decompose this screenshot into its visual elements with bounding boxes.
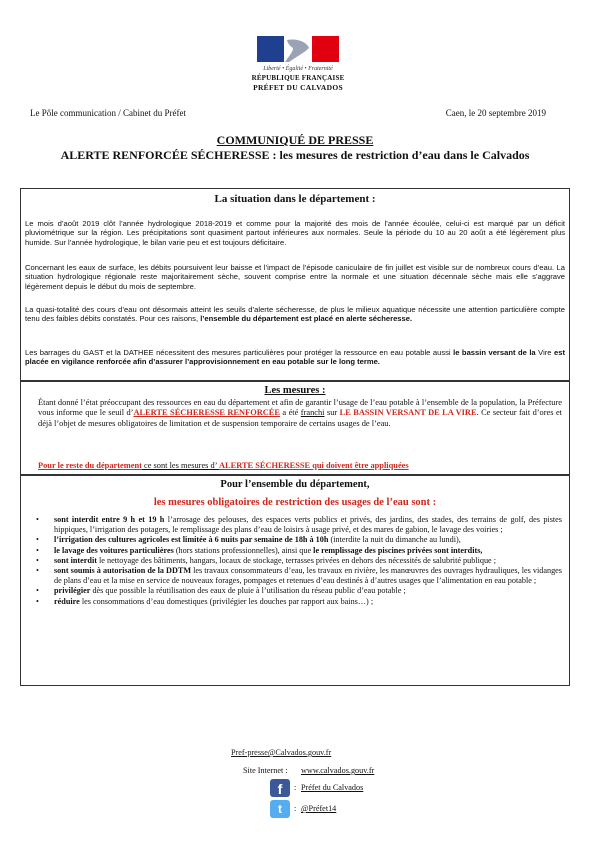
mesures-heading: Les mesures : [264, 385, 326, 396]
marianne-logo [257, 36, 339, 62]
motto: Liberté • Égalité • Fraternité [263, 66, 333, 72]
restrictions-heading: les mesures obligatoires de restriction des usages de l’eau sont : [153, 497, 437, 508]
sender: Le Pôle communication / Cabinet du Préfet [30, 108, 186, 118]
list-item: • l’irrigation des cultures agricoles est limitée à 6 nuits par semaine de 18h à 10h (interdite la nuit du dimanche au lundi), [36, 535, 461, 545]
website-link[interactable]: www.calvados.gouv.fr [301, 766, 375, 775]
list-item: • le lavage des voitures particulières (hors stations professionnelles), ainsi que le remplissage des piscines privées sont interdits, [36, 545, 483, 555]
list-item: • sont interdit le nettoyage des bâtiments, hangars, locaux de stockage, terrasses privées en dehors des nécessités de salubrité publique ; [36, 555, 496, 565]
twitter-link[interactable]: @Préfet14 [301, 804, 337, 813]
list-item: • privilégier dès que possible la réutilisation des eaux de pluie à l’utilisation du réseau public d’eau potable ; [36, 586, 406, 596]
bullet: • [36, 555, 39, 565]
press-release-subtitle: ALERTE RENFORCÉE SÉCHERESSE : les mesures de restriction d’eau dans le Calvados [60, 148, 530, 162]
bullet: • [36, 515, 39, 524]
department-heading: Pour l’ensemble du département, [220, 479, 370, 490]
republic-label: RÉPUBLIQUE FRANÇAISE [251, 74, 345, 82]
rest-of-department-note: Pour le reste du département ce sont les mesures d’ ALERTE SÉCHERESSE qui doivent être appliquées [38, 461, 409, 470]
facebook-colon: : [294, 783, 297, 792]
list-item: • sont interdit entre 9 h et 19 h l’arrosage des pelouses, des espaces verts publics et privés, des jardins, des stades, des terrains de golf, des pistes hippiques, l’irrigation des potagers, le remplissage des plans d’eau de loisirs à usage privé, et des mares de gabion, le lavage des voiries ; [36, 515, 562, 535]
site-label: Site Internet : [243, 766, 288, 775]
facebook-link[interactable]: Préfet du Calvados [301, 783, 364, 792]
bullet: • [36, 545, 39, 555]
situation-paragraph-1: Le mois d’août 2019 clôt l’année hydrologique 2018-2019 et comme pour la majorité des mois de l’année écoulée, celui-ci est marqué par un déficit pluviométrique sur la région. Les précipitations sont quasiment partout inférieures aux normales. Seule la période du 10 au 20 août a été légèrement plus humide. Sur l’année hydrologique, le bilan varie peu et est toujours déficitaire. [25, 219, 565, 247]
bullet: • [36, 596, 39, 606]
mesures-text: Étant donné l’état préoccupant des ressources en eau du département et afin de garantir l’usage de l’eau potable à l’ensemble de la population, la Préfecture vous informe que le seuil d’ALERTE SÉCHERESSE RENFORCÉE a été franchi sur LE BASSIN VERSANT DE LA VIRE. Ce secteur fait d’ores et déjà l’objet de mesures obligatoires de limitation et de suspension temporaire de certains usages de l’eau. [38, 398, 562, 428]
twitter-colon: : [294, 804, 297, 813]
press-release-title: COMMUNIQUÉ DE PRESSE [216, 133, 374, 147]
list-item: • réduire les consommations d’eau domestiques (privilégier les douches par rapport aux bains…) ; [36, 596, 374, 606]
press-email-link[interactable]: Pref-presse@Calvados.gouv.fr [231, 748, 332, 757]
situation-paragraph-4: Les barrages du GAST et la DATHEE nécessitent des mesures particulières pour protéger la ressource en eau potable aussi le bassin versant de la Vire est placée en vigilance renforcée afin d’assurer l’approvisionnement en eau potable sur le long terme. [25, 348, 565, 367]
list-item: • sont soumis à autorisation de la DDTM les travaux consommateurs d’eau, les travaux en rivière, les manœuvres des ouvrages hydrauliques, les vidanges de plans d’eau et la mise en service de nouveaux forages, pompages et retenues d’eau destinés à d’autres usages que l’alimentation en eau potable ; [36, 566, 562, 586]
twitter-icon[interactable]: t [270, 800, 290, 818]
bullet: • [36, 566, 39, 576]
place-date: Caen, le 20 septembre 2019 [445, 108, 546, 118]
facebook-icon[interactable]: f [270, 779, 290, 797]
bullet: • [36, 535, 39, 545]
situation-paragraph-2: Concernant les eaux de surface, les débits poursuivent leur baisse et l’impact de l’épisode caniculaire de fin juillet est visible sur de nombreux cours d’eau. La situation hydrologique régionale reste majoritairement sèche, souvent comprise entre la normale et une situation décennale sèche mais elle s’aggrave légèrement depuis le début du mois de septembre. [25, 263, 565, 291]
bullet: • [36, 586, 39, 596]
situation-heading: La situation dans le département : [214, 193, 376, 205]
restrictions-list [30, 515, 562, 607]
situation-paragraph-3: La quasi-totalité des cours d’eau ont désormais atteint les seuils d’alerte sécheresse, de plus le milieux aquatique nécessite une attention particulière compte tenu des faibles débits constatés. Pour ces raisons, l’ensemble du département est placé en alerte sécheresse. [25, 305, 565, 324]
prefecture-label: PRÉFET DU CALVADOS [253, 83, 343, 92]
